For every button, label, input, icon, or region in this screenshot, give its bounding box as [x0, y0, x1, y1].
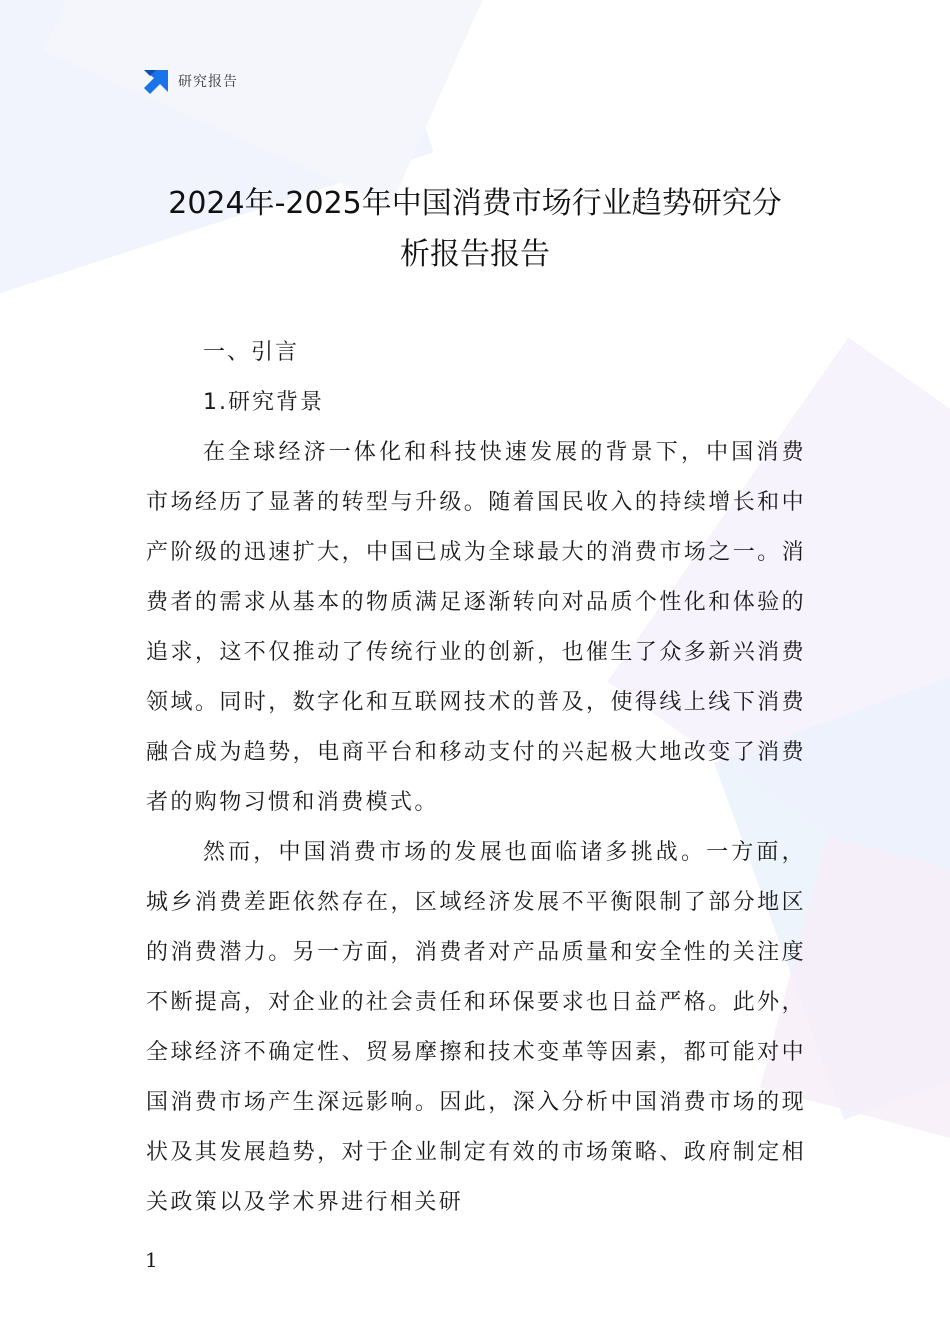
section-heading: 一、引言: [203, 340, 300, 365]
paragraph: 然而，中国消费市场的发展也面临诸多挑战。一方面，城乡消费差距依然存在，区域经济发展不平衡限制了部分地区的消费潜力。另一方面，消费者对产品质量和安全性的关注度不断提高，对企业的社会责任和环保要求也日益严格。此外，全球经济不确定性、贸易摩擦和技术变革等因素，都可能对中国消费市场产生深远影响。因此，深入分析中国消费市场的现状及其发展趋势，对于企业制定有效的市场策略、政府制定相关政策以及学术界进行相关研: [146, 840, 806, 1215]
document-body: [146, 328, 806, 1228]
title-line-1: 2024年-2025年中国消费市场行业趋势研究分: [168, 186, 782, 221]
document-title: [140, 178, 810, 280]
paragraph: 在全球经济一体化和科技快速发展的背景下，中国消费市场经历了显著的转型与升级。随着国民收入的持续增长和中产阶级的迅速扩大，中国已成为全球最大的消费市场之一。消费者的需求从基本的物质满足逐渐转向对品质个性化和体验的追求，这不仅推动了传统行业的创新，也催生了众多新兴消费领域。同时，数字化和互联网技术的普及，使得线上线下消费融合成为趋势，电商平台和移动支付的兴起极大地改变了消费者的购物习惯和消费模式。: [146, 440, 806, 815]
arrow-up-right-icon: [142, 68, 170, 94]
title-line-2: 析报告报告: [400, 237, 550, 272]
brand-label: 研究报告: [178, 74, 238, 90]
page-header: [142, 68, 238, 94]
subsection-heading: 1.研究背景: [203, 390, 324, 415]
page-number: 1: [145, 1248, 158, 1272]
